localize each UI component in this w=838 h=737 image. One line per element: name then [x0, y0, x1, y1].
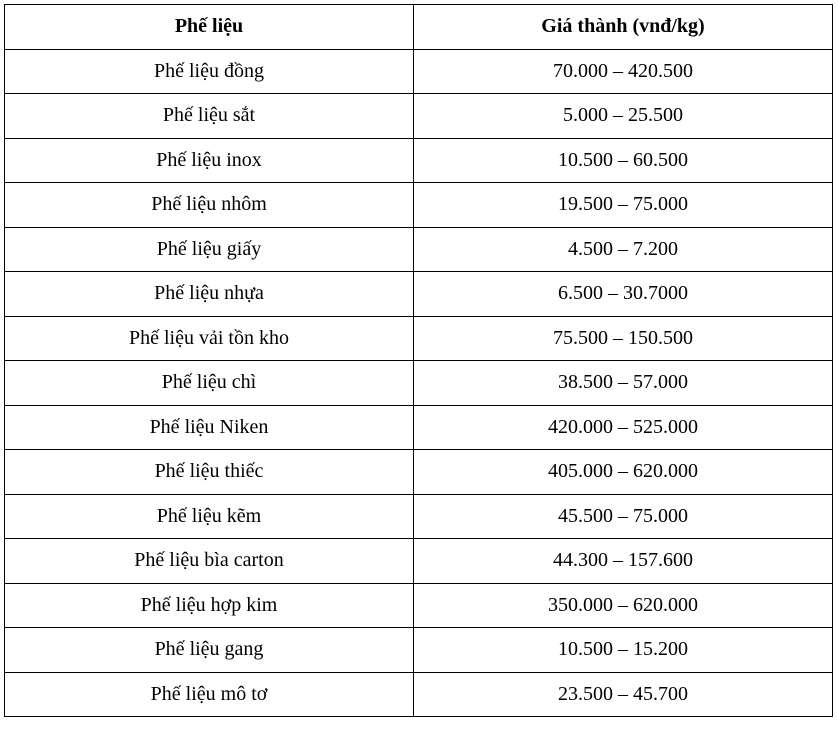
- price-cell: 19.500 – 75.000: [414, 183, 833, 228]
- table-row: [5, 316, 833, 361]
- table-header: [5, 5, 833, 50]
- material-cell: Phế liệu nhôm: [5, 183, 414, 228]
- price-cell: 420.000 – 525.000: [414, 405, 833, 450]
- header-material: Phế liệu: [5, 5, 414, 50]
- material-cell: Phế liệu sắt: [5, 94, 414, 139]
- material-cell: Phế liệu vải tồn kho: [5, 316, 414, 361]
- material-cell: Phế liệu inox: [5, 138, 414, 183]
- price-cell: 44.300 – 157.600: [414, 539, 833, 584]
- price-cell: 6.500 – 30.7000: [414, 272, 833, 317]
- table-row: [5, 94, 833, 139]
- price-cell: 10.500 – 15.200: [414, 628, 833, 673]
- price-cell: 23.500 – 45.700: [414, 672, 833, 717]
- material-cell: Phế liệu mô tơ: [5, 672, 414, 717]
- material-cell: Phế liệu bìa carton: [5, 539, 414, 584]
- material-cell: Phế liệu Niken: [5, 405, 414, 450]
- price-cell: 45.500 – 75.000: [414, 494, 833, 539]
- table-row: [5, 405, 833, 450]
- price-cell: 405.000 – 620.000: [414, 450, 833, 495]
- header-row: [5, 5, 833, 50]
- table-row: [5, 361, 833, 406]
- material-cell: Phế liệu kẽm: [5, 494, 414, 539]
- price-cell: 4.500 – 7.200: [414, 227, 833, 272]
- table-row: [5, 227, 833, 272]
- scrap-price-table: [4, 4, 833, 717]
- price-cell: 75.500 – 150.500: [414, 316, 833, 361]
- material-cell: Phế liệu hợp kim: [5, 583, 414, 628]
- table-row: [5, 628, 833, 673]
- material-cell: Phế liệu nhựa: [5, 272, 414, 317]
- price-cell: 5.000 – 25.500: [414, 94, 833, 139]
- price-cell: 38.500 – 57.000: [414, 361, 833, 406]
- table-row: [5, 272, 833, 317]
- table-row: [5, 672, 833, 717]
- table-row: [5, 49, 833, 94]
- table-row: [5, 183, 833, 228]
- price-cell: 10.500 – 60.500: [414, 138, 833, 183]
- table-row: [5, 583, 833, 628]
- header-price: Giá thành (vnđ/kg): [414, 5, 833, 50]
- material-cell: Phế liệu đồng: [5, 49, 414, 94]
- table-row: [5, 450, 833, 495]
- table-row: [5, 539, 833, 584]
- material-cell: Phế liệu thiếc: [5, 450, 414, 495]
- table-body: [5, 49, 833, 717]
- price-cell: 350.000 – 620.000: [414, 583, 833, 628]
- material-cell: Phế liệu chì: [5, 361, 414, 406]
- material-cell: Phế liệu giấy: [5, 227, 414, 272]
- table-row: [5, 494, 833, 539]
- material-cell: Phế liệu gang: [5, 628, 414, 673]
- price-cell: 70.000 – 420.500: [414, 49, 833, 94]
- table-row: [5, 138, 833, 183]
